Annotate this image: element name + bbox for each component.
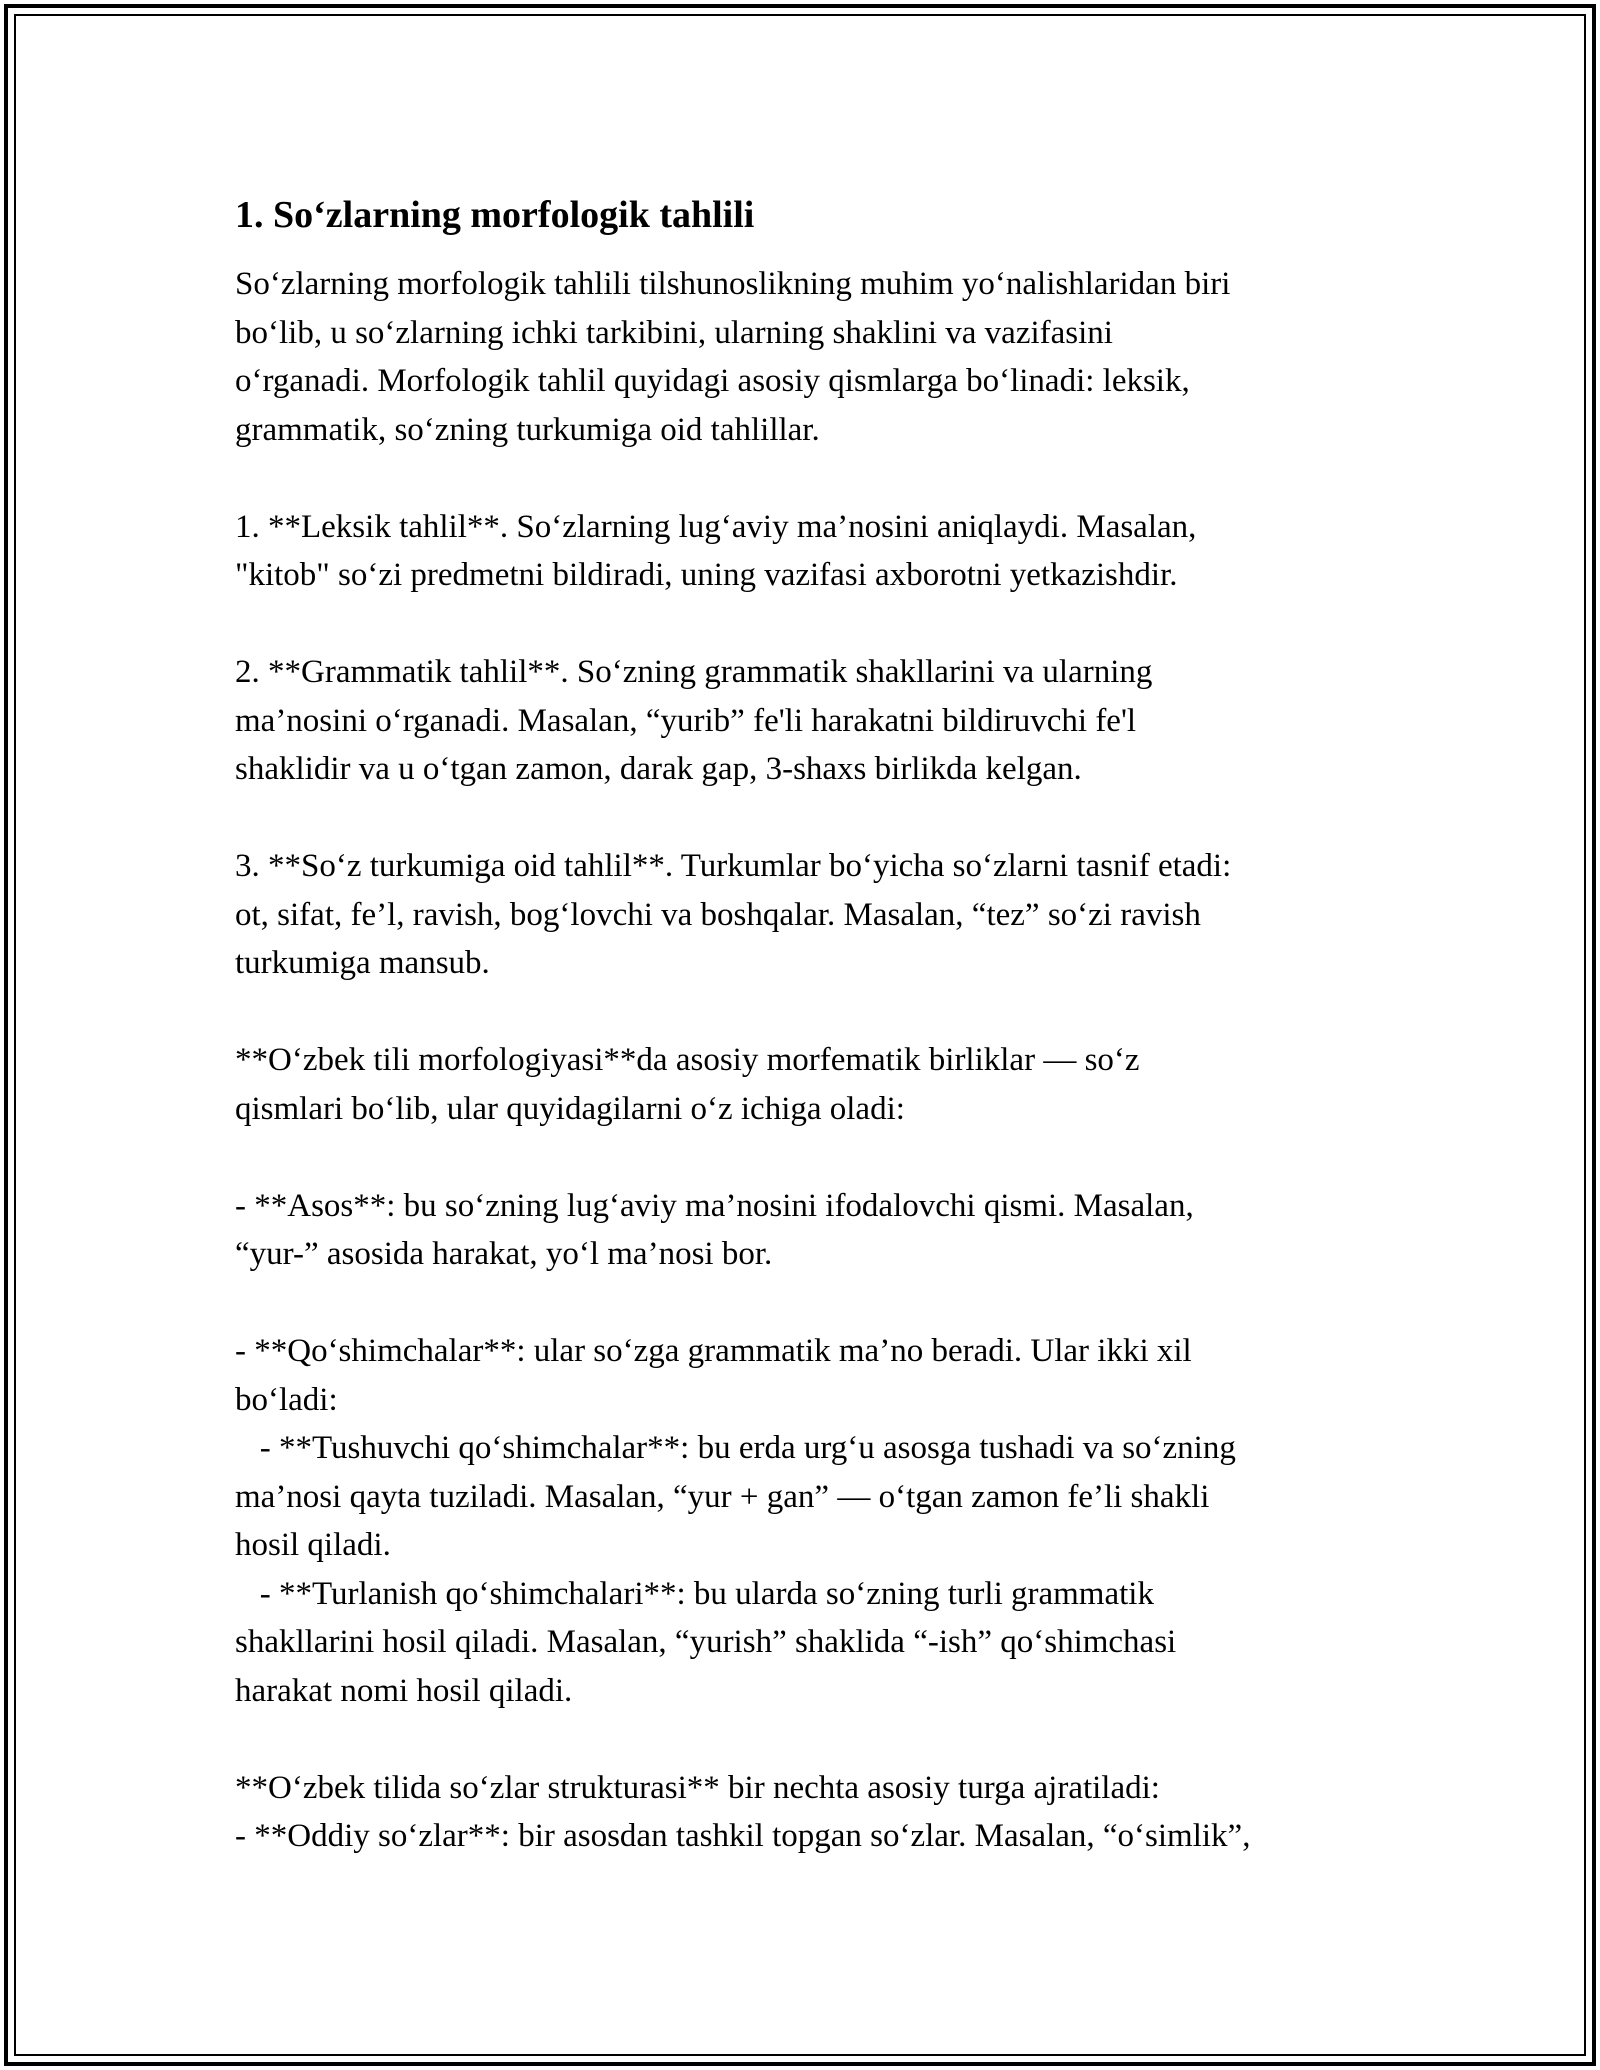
section-heading: 1. So‘zlarning morfologik tahlili	[235, 194, 755, 236]
text-line: turkumiga mansub.	[235, 945, 490, 981]
blank-line	[235, 1279, 1375, 1328]
document-body	[235, 188, 1375, 1861]
text-line: 3. **So‘z turkumiga oid tahlil**. Turkumlar bo‘yicha so‘zlarni tasnif etadi:	[235, 848, 1232, 884]
text-line: "kitob" so‘zi predmetni bildiradi, uning vazifasi axborotni yetkazishdir.	[235, 557, 1178, 593]
text-line: **O‘zbek tili morfologiyasi**da asosiy morfematik birliklar — so‘z	[235, 1042, 1140, 1078]
text-line: So‘zlarning morfologik tahlili tilshunoslikning muhim yo‘nalishlaridan biri	[235, 266, 1231, 302]
text-line: shaklidir va u o‘tgan zamon, darak gap, 3-shaxs birlikda kelgan.	[235, 751, 1082, 787]
text-line: ma’nosi qayta tuziladi. Masalan, “yur + gan” — o‘tgan zamon fe’li shakli	[235, 1478, 1210, 1515]
text-line: “yur-” asosida harakat, yo‘l ma’nosi bor.	[235, 1236, 773, 1272]
text-line: shakllarini hosil qiladi. Masalan, “yurish” shaklida “-ish” qo‘shimchasi	[235, 1624, 1177, 1660]
blank-line	[235, 1133, 1375, 1182]
text-line: - **Oddiy so‘zlar**: bir asosdan tashkil topgan so‘zlar. Masalan, “o‘simlik”,	[235, 1818, 1251, 1854]
text-line: bo‘ladi:	[235, 1381, 338, 1418]
blank-line	[235, 600, 1375, 649]
text-line: qismlari bo‘lib, ular quyidagilarni o‘z ichiga oladi:	[235, 1090, 905, 1127]
text-line: 2. **Grammatik tahlil**. So‘zning grammatik shakllarini va ularning	[235, 654, 1153, 690]
blank-line	[235, 988, 1375, 1037]
blank-line	[235, 454, 1375, 503]
text-line: 1. **Leksik tahlil**. So‘zlarning lug‘aviy ma’nosini aniqlaydi. Masalan,	[235, 508, 1197, 545]
text-line: - **Turlanish qo‘shimchalari**: bu ularda so‘zning turli grammatik	[235, 1575, 1154, 1612]
blank-line	[235, 794, 1375, 843]
text-line: - **Qo‘shimchalar**: ular so‘zga grammatik ma’no beradi. Ular ikki xil	[235, 1333, 1192, 1369]
text-line: - **Tushuvchi qo‘shimchalar**: bu erda urg‘u asosga tushadi va so‘zning	[235, 1430, 1236, 1466]
text-line: harakat nomi hosil qiladi.	[235, 1672, 573, 1709]
text-line: ma’nosini o‘rganadi. Masalan, “yurib” fe'li harakatni bildiruvchi fe'l	[235, 702, 1137, 739]
text-line: - **Asos**: bu so‘zning lug‘aviy ma’nosini ifodalovchi qismi. Masalan,	[235, 1187, 1194, 1224]
text-line: ot, sifat, fe’l, ravish, bog‘lovchi va boshqalar. Masalan, “tez” so‘zi ravish	[235, 896, 1201, 933]
text-line: o‘rganadi. Morfologik tahlil quyidagi asosiy qismlarga bo‘linadi: leksik,	[235, 363, 1190, 399]
paragraph-lines	[235, 260, 1375, 1861]
text-line: grammatik, so‘zning turkumiga oid tahlillar.	[235, 411, 820, 448]
text-line: hosil qiladi.	[235, 1527, 391, 1563]
blank-line	[235, 1715, 1375, 1764]
text-line: bo‘lib, u so‘zlarning ichki tarkibini, ularning shaklini va vazifasini	[235, 314, 1113, 351]
text-line: **O‘zbek tilida so‘zlar strukturasi** bir nechta asosiy turga ajratiladi:	[235, 1769, 1160, 1806]
